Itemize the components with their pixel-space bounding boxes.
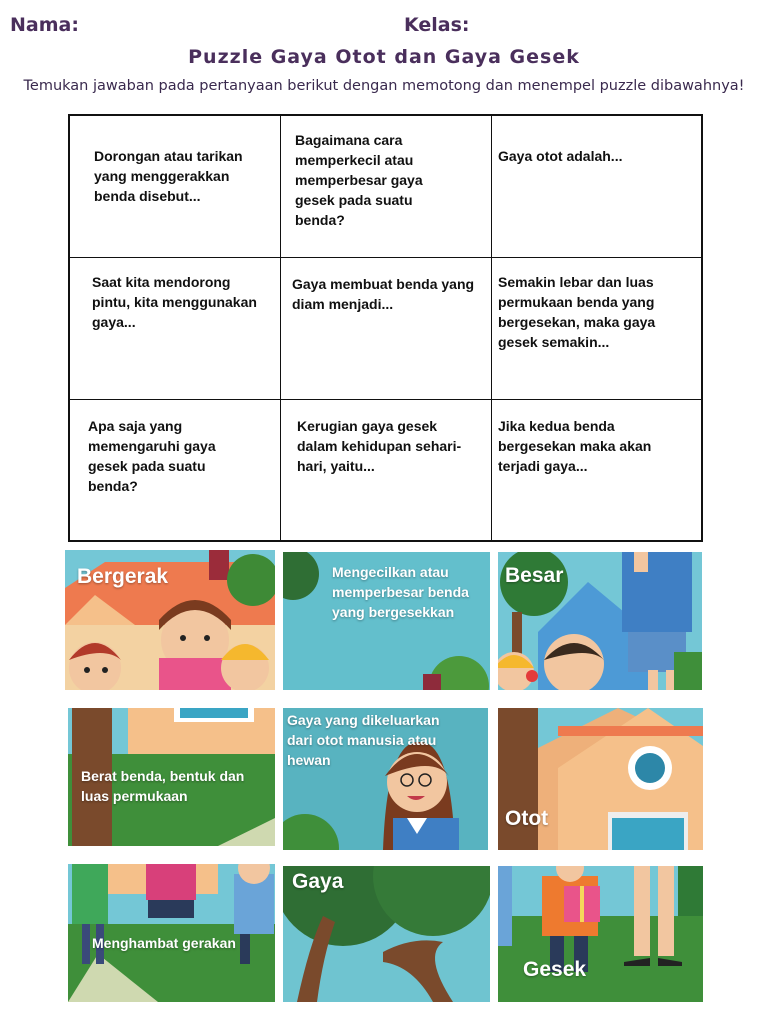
answer-text: Besar — [505, 564, 564, 587]
question-text: Dorongan atau tarikan yang menggerakkan benda disebut... — [94, 148, 243, 204]
question-cell — [70, 258, 281, 400]
question-text: Gaya otot adalah... — [498, 148, 623, 164]
question-text: Semakin lebar dan luas permukaan benda yang bergesekan, maka gaya gesek semakin... — [498, 274, 656, 350]
nama-label: Nama: — [10, 14, 79, 36]
question-cell — [281, 116, 492, 258]
puzzle-piece[interactable] — [498, 708, 703, 850]
instruction-text: Temukan jawaban pada pertanyaan berikut dengan memotong dan menempel puzzle dibawahnya! — [23, 78, 745, 94]
question-text: Kerugian gaya gesek dalam kehidupan sehari-hari, yaitu... — [297, 418, 462, 474]
question-cell — [492, 258, 701, 400]
question-cell — [70, 116, 281, 258]
answer-text: Menghambat gerakan — [92, 935, 236, 951]
answer-text: Bergerak — [77, 565, 169, 588]
answer-text: Berat benda, bentuk dan luas permukaan — [81, 768, 245, 804]
question-text: Bagaimana cara memperkecil atau memperbesar gaya gesek pada suatu benda? — [295, 132, 423, 228]
puzzle-piece[interactable] — [498, 866, 703, 1002]
question-cell — [281, 400, 492, 540]
question-text: Saat kita mendorong pintu, kita menggunakan gaya... — [92, 274, 257, 330]
puzzle-piece[interactable] — [68, 864, 275, 1002]
question-cell — [492, 400, 701, 540]
answer-text: Gaya yang dikeluarkan dari otot manusia atau hewan — [287, 712, 440, 768]
answer-text: Gaya — [292, 870, 344, 893]
puzzle-piece[interactable] — [283, 866, 490, 1002]
question-cell — [492, 116, 701, 258]
puzzle-piece[interactable] — [283, 708, 488, 850]
question-text: Gaya membuat benda yang diam menjadi... — [292, 276, 475, 312]
question-text: Jika kedua benda bergesekan maka akan terjadi gaya... — [498, 418, 652, 474]
question-cell — [281, 258, 492, 400]
answer-text: Otot — [505, 807, 549, 830]
puzzle-piece[interactable] — [68, 708, 275, 846]
puzzle-piece[interactable] — [283, 552, 490, 690]
puzzle-piece[interactable] — [498, 552, 702, 690]
answer-text: Mengecilkan atau memperbesar benda yang bergesekkan — [332, 564, 469, 620]
kelas-label: Kelas: — [404, 14, 470, 36]
answer-text: Gesek — [523, 958, 587, 981]
puzzle-piece[interactable] — [65, 550, 275, 690]
question-grid — [68, 114, 703, 542]
question-text: Apa saja yang memengaruhi gaya gesek pada suatu benda? — [88, 418, 216, 494]
question-cell — [70, 400, 281, 540]
page-title: Puzzle Gaya Otot dan Gaya Gesek — [188, 46, 580, 68]
